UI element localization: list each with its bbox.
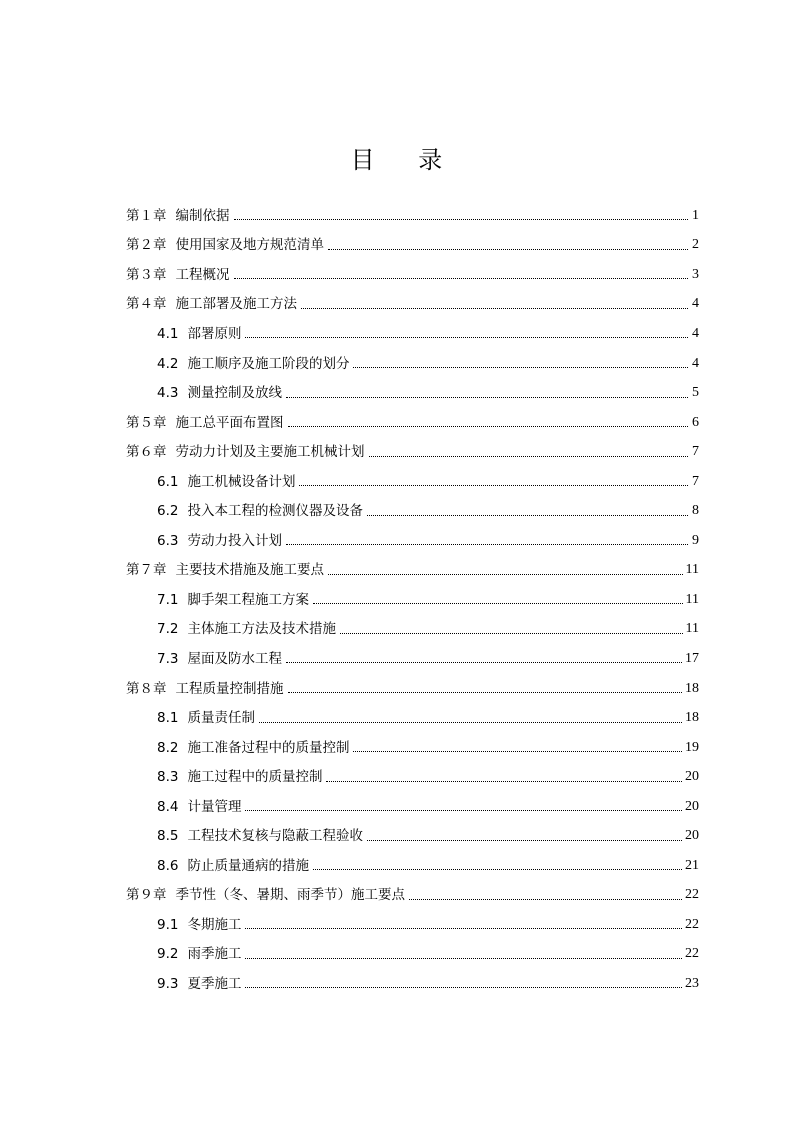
toc-entry-page-number: 11 (685, 562, 699, 578)
toc-entry-title: 部署原则 (187, 325, 242, 342)
toc-entry-page-number: 23 (685, 975, 699, 991)
toc-entry-number: 第９章 (126, 887, 167, 904)
toc-entry-title: 防止质量通病的措施 (187, 857, 309, 874)
toc-entry-title: 工程技术复核与隐蔽工程验收 (187, 828, 363, 845)
toc-dot-leader (245, 928, 682, 929)
toc-entry-section (126, 969, 699, 999)
toc-dot-leader (353, 367, 688, 368)
toc-entry-title: 主体施工方法及技术措施 (187, 621, 336, 638)
toc-entry-page-number: 7 (692, 444, 699, 460)
toc-entry-section (126, 821, 699, 851)
toc-dot-leader (259, 722, 682, 723)
toc-entry-title: 计量管理 (187, 798, 242, 815)
toc-entry-title: 脚手架工程施工方案 (187, 591, 309, 608)
toc-entry-number: 7.1 (157, 591, 179, 608)
toc-entry-number: 第２章 (126, 237, 167, 254)
toc-entry-section (126, 378, 699, 408)
toc-entry-page-number: 22 (685, 887, 699, 903)
toc-entry-page-number: 4 (692, 296, 699, 312)
toc-entry-page-number: 18 (685, 710, 699, 726)
toc-entry-title: 夏季施工 (187, 975, 242, 992)
toc-entry-section (126, 703, 699, 733)
toc-dot-leader (286, 397, 688, 398)
toc-entry-page-number: 7 (692, 473, 699, 489)
toc-entry-chapter (126, 231, 699, 261)
toc-entry-title: 投入本工程的检测仪器及设备 (187, 503, 363, 520)
toc-dot-leader (340, 633, 683, 634)
toc-entry-title: 施工机械设备计划 (187, 473, 296, 490)
toc-entry-page-number: 20 (685, 828, 699, 844)
toc-entry-title: 劳动力投入计划 (187, 532, 282, 549)
toc-entry-section (126, 644, 699, 674)
toc-dot-leader (313, 869, 682, 870)
toc-dot-leader (299, 485, 688, 486)
toc-entry-page-number: 22 (685, 946, 699, 962)
toc-title: 目 录 (350, 146, 461, 174)
toc-entry-number: 4.1 (157, 325, 179, 342)
toc-entry-section (126, 910, 699, 940)
toc-entry-title: 雨季施工 (187, 946, 242, 963)
toc-dot-leader (288, 692, 683, 693)
toc-entry-chapter (126, 290, 699, 320)
toc-dot-leader (245, 337, 688, 338)
toc-dot-leader (234, 219, 689, 220)
toc-entry-number: 第６章 (126, 444, 167, 461)
toc-entry-section (126, 526, 699, 556)
toc-entry-page-number: 21 (685, 857, 699, 873)
toc-entry-title: 施工部署及施工方法 (175, 296, 297, 313)
toc-entry-chapter (126, 674, 699, 704)
toc-entry-title: 屋面及防水工程 (187, 650, 282, 667)
toc-dot-leader (409, 899, 682, 900)
toc-entry-title: 冬期施工 (187, 916, 242, 933)
toc-entry-title: 施工总平面布置图 (175, 414, 284, 431)
toc-entry-page-number: 8 (692, 503, 699, 519)
toc-dot-leader (286, 662, 682, 663)
toc-entry-chapter (126, 201, 699, 231)
toc-entry-number: 第７章 (126, 562, 167, 579)
toc-dot-leader (369, 456, 689, 457)
toc-entry-title: 质量责任制 (187, 710, 255, 727)
toc-entry-page-number: 11 (685, 621, 699, 637)
toc-entry-page-number: 4 (692, 355, 699, 371)
toc-entry-number: 6.3 (157, 532, 179, 549)
toc-entry-title: 季节性（冬、暑期、雨季节）施工要点 (175, 887, 405, 904)
toc-entry-chapter (126, 260, 699, 290)
toc-entry-number: 第１章 (126, 207, 167, 224)
toc-entry-number: 8.1 (157, 710, 179, 727)
toc-dot-leader (245, 958, 682, 959)
toc-entry-page-number: 17 (685, 650, 699, 666)
toc-entry-section (126, 615, 699, 645)
toc-entry-chapter (126, 556, 699, 586)
toc-entry-page-number: 18 (685, 680, 699, 696)
toc-entry-number: 9.2 (157, 946, 179, 963)
toc-dot-leader (234, 278, 689, 279)
toc-entry-title: 主要技术措施及施工要点 (175, 562, 324, 579)
toc-entry-title: 编制依据 (175, 207, 230, 224)
toc-entry-section (126, 496, 699, 526)
toc-entry-chapter (126, 881, 699, 911)
toc-entry-page-number: 2 (692, 237, 699, 253)
toc-entry-section (126, 762, 699, 792)
toc-entry-section (126, 792, 699, 822)
toc-entry-section (126, 940, 699, 970)
toc-entry-number: 7.3 (157, 650, 179, 667)
toc-entry-page-number: 5 (692, 385, 699, 401)
toc-dot-leader (353, 751, 682, 752)
toc-entry-page-number: 6 (692, 414, 699, 430)
toc-entry-number: 8.4 (157, 798, 179, 815)
toc-entry-title: 劳动力计划及主要施工机械计划 (175, 444, 365, 461)
toc-entry-page-number: 1 (692, 207, 699, 223)
toc-entry-number: 8.6 (157, 857, 179, 874)
toc-entry-page-number: 20 (685, 769, 699, 785)
toc-entry-section (126, 733, 699, 763)
toc-entry-number: 8.2 (157, 739, 179, 756)
toc-entry-section (126, 467, 699, 497)
toc-entry-page-number: 9 (692, 532, 699, 548)
toc-entry-number: 9.1 (157, 916, 179, 933)
toc-entry-title: 施工顺序及施工阶段的划分 (187, 355, 350, 372)
toc-entry-page-number: 3 (692, 266, 699, 282)
toc-dot-leader (313, 603, 683, 604)
toc-dot-leader (328, 574, 683, 575)
toc-list (126, 201, 699, 999)
toc-entry-title: 施工过程中的质量控制 (187, 769, 323, 786)
toc-entry-section (126, 349, 699, 379)
toc-dot-leader (245, 810, 682, 811)
toc-entry-chapter (126, 408, 699, 438)
toc-entry-section (126, 319, 699, 349)
toc-entry-number: 9.3 (157, 975, 179, 992)
toc-dot-leader (367, 515, 688, 516)
toc-entry-number: 第５章 (126, 414, 167, 431)
toc-entry-section (126, 851, 699, 881)
toc-entry-number: 7.2 (157, 621, 179, 638)
toc-entry-page-number: 20 (685, 798, 699, 814)
toc-entry-number: 8.3 (157, 769, 179, 786)
toc-entry-number: 8.5 (157, 828, 179, 845)
toc-entry-number: 第８章 (126, 680, 167, 697)
toc-dot-leader (286, 544, 688, 545)
toc-entry-section (126, 585, 699, 615)
toc-entry-title: 工程概况 (175, 266, 230, 283)
toc-entry-title: 使用国家及地方规范清单 (175, 237, 324, 254)
toc-entry-title: 施工准备过程中的质量控制 (187, 739, 350, 756)
toc-entry-number: 第３章 (126, 266, 167, 283)
toc-entry-page-number: 19 (685, 739, 699, 755)
toc-dot-leader (301, 308, 688, 309)
toc-entry-number: 4.3 (157, 385, 179, 402)
toc-dot-leader (367, 840, 682, 841)
toc-entry-number: 6.1 (157, 473, 179, 490)
toc-entry-title: 工程质量控制措施 (175, 680, 284, 697)
toc-dot-leader (245, 987, 682, 988)
toc-entry-page-number: 4 (692, 325, 699, 341)
toc-dot-leader (326, 781, 682, 782)
toc-dot-leader (328, 249, 688, 250)
toc-entry-page-number: 22 (685, 916, 699, 932)
toc-entry-number: 6.2 (157, 503, 179, 520)
toc-entry-number: 第４章 (126, 296, 167, 313)
toc-entry-chapter (126, 437, 699, 467)
toc-entry-title: 测量控制及放线 (187, 385, 282, 402)
toc-entry-page-number: 11 (685, 591, 699, 607)
toc-dot-leader (288, 426, 689, 427)
toc-entry-number: 4.2 (157, 355, 179, 372)
